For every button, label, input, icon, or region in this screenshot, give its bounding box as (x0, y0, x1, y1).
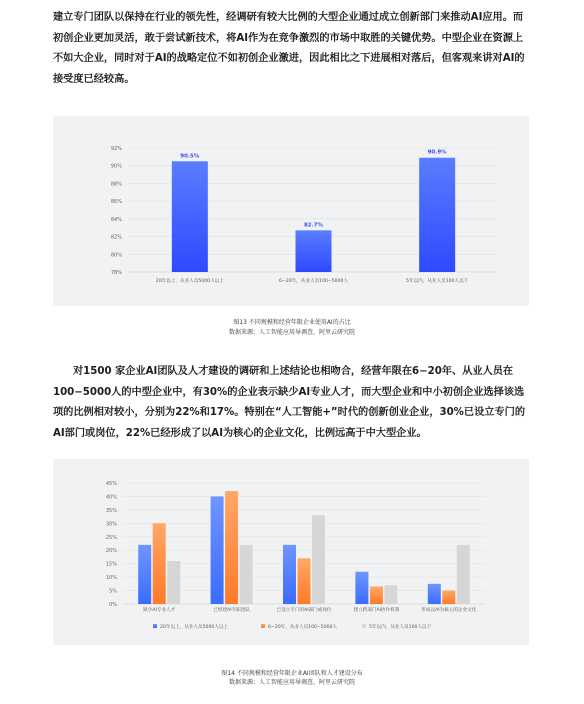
figure13-caption: 图13 不同规模和经营年限企业使用AI的占比 (233, 319, 351, 326)
bar (298, 558, 311, 604)
y-tick-label: 86% (110, 199, 122, 206)
chart-ai-usage-panel (53, 116, 529, 306)
bar (211, 496, 224, 604)
y-tick-label: 88% (110, 181, 122, 188)
x-tick-label: 6−20年，从业人员100−5000人 (278, 279, 349, 284)
x-tick-label: 已设立专门的AI部门或岗位 (276, 608, 332, 613)
bar (153, 523, 166, 604)
data-label: 82.7% (303, 222, 324, 229)
bar (296, 230, 332, 272)
figure14-source: 数据来源：人工智能应用导调查，阿里云研究院 (228, 679, 355, 686)
bar (457, 545, 470, 604)
data-label: 90.9% (427, 149, 447, 156)
y-tick-label: 45% (105, 481, 117, 487)
y-tick-label: 92% (110, 146, 122, 152)
bar (172, 161, 208, 272)
y-tick-label: 84% (110, 216, 122, 223)
bar (283, 545, 296, 604)
bar (167, 561, 180, 604)
y-tick-label: 0% (109, 602, 117, 608)
chart-ai-usage (53, 116, 529, 306)
y-tick-label: 25% (105, 534, 117, 541)
x-tick-label: 缺少AI专业人才 (143, 608, 176, 613)
figure14-caption: 图14 不同规模和经营年限企业AI团队和人才建设分布 (221, 670, 363, 677)
bar (138, 545, 151, 604)
y-tick-label: 82% (110, 234, 122, 241)
y-tick-label: 35% (105, 507, 117, 514)
y-tick-label: 30% (105, 521, 117, 528)
legend-label: 20年以上，从业人员5000人以上 (160, 625, 229, 630)
legend-swatch (153, 624, 157, 628)
chart-ai-team-panel (53, 459, 529, 645)
paragraph-survey: 对1500 家企业AI团队及人才建设的调研和上述结论也相吻合，经营年限在6−20年、从业人员在100−5000人的中型企业中，有30%的企业表示缺少AI专业人才，而大型企业和中小初创企业选择该选项的比例相对较小，分别为22%和17%。特别在“人工智能+”时代的创新创业企业，30%已设立专门的AI部门或岗位，22%已经形成了以AI为核心的企业文化，比例远高于中大型企业。 (53, 366, 526, 439)
y-tick-label: 5% (109, 588, 117, 595)
bar (312, 515, 325, 604)
bar (225, 491, 238, 604)
paragraph-intro: 建立专门团队以保持在行业的领先性，经调研有较大比例的大型企业通过成立创新部门来推动AI应用。而初创企业更加灵活，敢于尝试新技术，将AI作为在竞争激烈的市场中取胜的关键优势。中型企业在资源上不如大企业，同时对于AI的战略定位不如初创企业激进，因此相比之下进展相对落后，但客观来讲对AI的接受度已经较高。 (53, 12, 525, 85)
bar (419, 158, 455, 272)
legend-label: 6−20年，从业人员100−5000人 (268, 625, 338, 630)
y-tick-label: 15% (105, 561, 117, 568)
x-tick-label: 形成以AI为核心的企业文化 (421, 608, 477, 613)
legend-label: 5年以内，从业人员100人以下 (369, 625, 432, 630)
bar (442, 591, 455, 604)
bar (355, 572, 368, 604)
x-tick-label: 已组建AI专职团队 (213, 608, 250, 613)
bar (370, 587, 383, 604)
bar (384, 585, 397, 604)
y-tick-label: 40% (105, 494, 117, 501)
y-tick-label: 80% (110, 252, 122, 259)
x-tick-label: 建立跨部门AI协作机制 (353, 608, 400, 613)
x-tick-label: 20年以上，从业人员5000人以上 (155, 279, 224, 284)
bar (240, 545, 253, 604)
data-label: 90.5% (180, 153, 200, 160)
chart-ai-team (53, 459, 529, 645)
figure13-source: 数据来源：人工智能应用导调查，阿里云研究院 (228, 329, 355, 336)
y-tick-label: 20% (105, 548, 117, 555)
y-tick-label: 78% (110, 270, 122, 276)
x-tick-label: 5年以内，从业人员100人以下 (406, 279, 469, 284)
y-tick-label: 90% (110, 163, 122, 170)
bar (428, 584, 441, 604)
y-tick-label: 10% (105, 575, 117, 582)
legend-swatch (362, 624, 366, 628)
legend-swatch (261, 624, 265, 628)
